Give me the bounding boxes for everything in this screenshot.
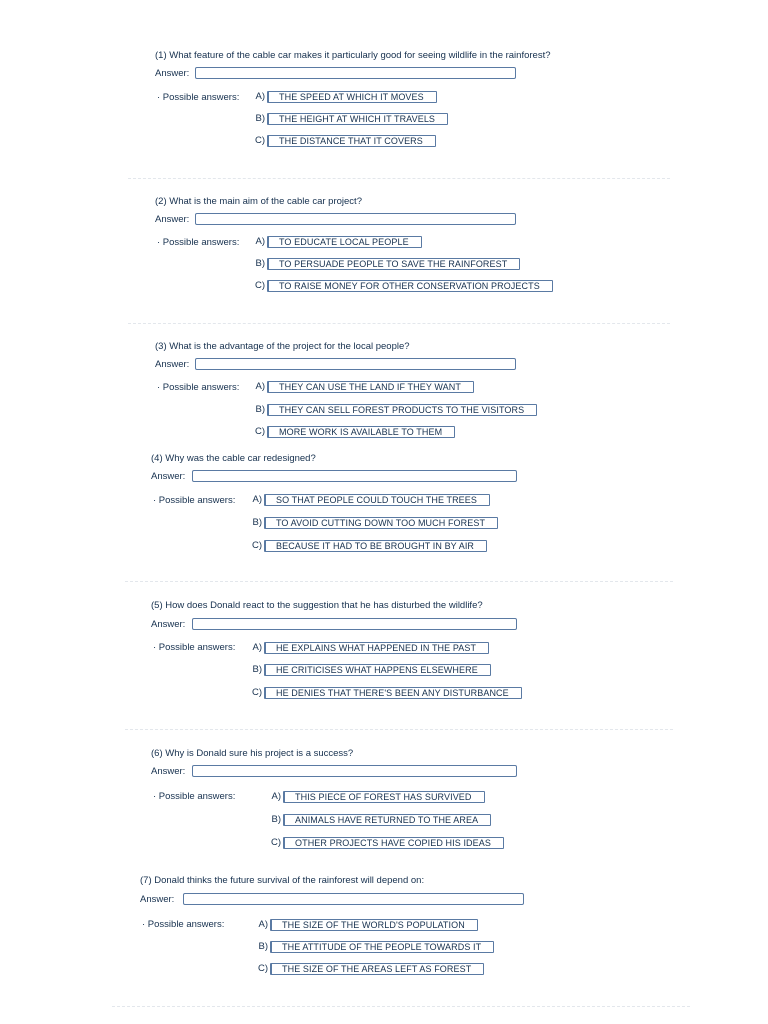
option-b[interactable] xyxy=(251,257,520,270)
option-button[interactable]: THIS PIECE OF FOREST HAS SURVIVED xyxy=(283,791,485,803)
option-button[interactable]: TO PERSUADE PEOPLE TO SAVE THE RAINFOREST xyxy=(267,258,520,270)
option-button[interactable]: HE CRITICISES WHAT HAPPENS ELSEWHERE xyxy=(264,664,491,676)
option-button[interactable]: TO EDUCATE LOCAL PEOPLE xyxy=(267,236,422,248)
option-button[interactable]: THE SIZE OF THE WORLD'S POPULATION xyxy=(270,919,478,931)
possible-answers-label: · Possible answers: xyxy=(153,642,236,653)
divider xyxy=(128,178,670,179)
option-button[interactable]: TO AVOID CUTTING DOWN TOO MUCH FOREST xyxy=(264,517,498,529)
option-button[interactable]: THE SIZE OF THE AREAS LEFT AS FOREST xyxy=(270,963,484,975)
option-letter: C) xyxy=(251,540,262,551)
option-letter: A) xyxy=(258,919,268,930)
option-button[interactable]: THE DISTANCE THAT IT COVERS xyxy=(267,135,436,147)
answer-label: Answer: xyxy=(151,766,186,777)
option-button[interactable]: SO THAT PEOPLE COULD TOUCH THE TREES xyxy=(264,494,490,506)
answer-label: Answer: xyxy=(151,619,186,630)
option-letter: B) xyxy=(252,664,262,675)
option-button[interactable]: THEY CAN SELL FOREST PRODUCTS TO THE VISITORS xyxy=(267,404,537,416)
answer-input[interactable] xyxy=(192,470,517,482)
option-letter: A) xyxy=(271,791,281,802)
question-text: (1) What feature of the cable car makes it particularly good for seeing wildlife in the rainforest? xyxy=(155,50,551,61)
answer-label: Answer: xyxy=(155,359,190,370)
option-button[interactable]: MORE WORK IS AVAILABLE TO THEM xyxy=(267,426,455,438)
option-b[interactable] xyxy=(251,112,448,125)
option-a[interactable] xyxy=(251,235,422,248)
option-b[interactable] xyxy=(248,663,491,676)
option-a[interactable] xyxy=(251,90,437,103)
option-a[interactable] xyxy=(254,918,478,931)
divider xyxy=(125,729,673,730)
answer-input[interactable] xyxy=(192,618,517,630)
option-letter: C) xyxy=(254,426,265,437)
option-a[interactable] xyxy=(251,380,474,393)
option-letter: A) xyxy=(255,381,265,392)
answer-input[interactable] xyxy=(195,358,516,370)
option-letter: B) xyxy=(252,517,262,528)
answer-label: Answer: xyxy=(155,214,190,225)
option-a[interactable] xyxy=(248,641,489,654)
option-button[interactable]: OTHER PROJECTS HAVE COPIED HIS IDEAS xyxy=(283,837,504,849)
option-letter: C) xyxy=(251,687,262,698)
answer-input[interactable] xyxy=(195,67,516,79)
option-b[interactable] xyxy=(251,403,537,416)
option-letter: A) xyxy=(255,91,265,102)
divider xyxy=(128,323,670,324)
option-button[interactable]: HE DENIES THAT THERE'S BEEN ANY DISTURBANCE xyxy=(264,687,522,699)
question-text: (2) What is the main aim of the cable car project? xyxy=(155,196,362,207)
option-letter: A) xyxy=(252,642,262,653)
question-text: (6) Why is Donald sure his project is a success? xyxy=(151,748,354,759)
option-button[interactable]: ANIMALS HAVE RETURNED TO THE AREA xyxy=(283,814,491,826)
option-c[interactable] xyxy=(267,836,504,849)
answer-input[interactable] xyxy=(195,213,516,225)
option-button[interactable]: TO RAISE MONEY FOR OTHER CONSERVATION PROJECTS xyxy=(267,280,553,292)
divider xyxy=(125,581,673,582)
option-c[interactable] xyxy=(251,425,455,438)
option-b[interactable] xyxy=(248,516,498,529)
option-c[interactable] xyxy=(248,686,522,699)
option-letter: B) xyxy=(255,404,265,415)
option-b[interactable] xyxy=(254,940,494,953)
answer-input[interactable] xyxy=(192,765,517,777)
option-letter: C) xyxy=(254,280,265,291)
question-text: (4) Why was the cable car redesigned? xyxy=(151,453,316,464)
possible-answers-label: · Possible answers: xyxy=(142,919,225,930)
option-c[interactable] xyxy=(251,279,553,292)
option-letter: B) xyxy=(255,113,265,124)
possible-answers-label: · Possible answers: xyxy=(153,791,236,802)
option-a[interactable] xyxy=(248,493,490,506)
option-button[interactable]: THE HEIGHT AT WHICH IT TRAVELS xyxy=(267,113,448,125)
option-letter: A) xyxy=(255,236,265,247)
option-letter: A) xyxy=(252,494,262,505)
option-letter: C) xyxy=(270,837,281,848)
possible-answers-label: · Possible answers: xyxy=(157,92,240,103)
answer-label: Answer: xyxy=(151,471,186,482)
option-button[interactable]: THE SPEED AT WHICH IT MOVES xyxy=(267,91,437,103)
possible-answers-label: · Possible answers: xyxy=(153,495,236,506)
option-button[interactable]: THE ATTITUDE OF THE PEOPLE TOWARDS IT xyxy=(270,941,494,953)
option-button[interactable]: HE EXPLAINS WHAT HAPPENED IN THE PAST xyxy=(264,642,489,654)
answer-input[interactable] xyxy=(183,893,524,905)
possible-answers-label: · Possible answers: xyxy=(157,237,240,248)
option-letter: C) xyxy=(257,963,268,974)
option-button[interactable]: BECAUSE IT HAD TO BE BROUGHT IN BY AIR xyxy=(264,540,487,552)
option-c[interactable] xyxy=(251,134,436,147)
option-b[interactable] xyxy=(267,813,491,826)
divider xyxy=(112,1006,690,1007)
question-text: (5) How does Donald react to the suggestion that he has disturbed the wildlife? xyxy=(151,600,483,611)
option-letter: B) xyxy=(258,941,268,952)
option-c[interactable] xyxy=(248,539,487,552)
question-text: (3) What is the advantage of the project for the local people? xyxy=(155,341,410,352)
option-button[interactable]: THEY CAN USE THE LAND IF THEY WANT xyxy=(267,381,474,393)
answer-label: Answer: xyxy=(155,68,190,79)
possible-answers-label: · Possible answers: xyxy=(157,382,240,393)
question-text: (7) Donald thinks the future survival of the rainforest will depend on: xyxy=(140,875,425,886)
option-letter: C) xyxy=(254,135,265,146)
option-a[interactable] xyxy=(267,790,485,803)
answer-label: Answer: xyxy=(140,894,175,905)
option-letter: B) xyxy=(255,258,265,269)
option-c[interactable] xyxy=(254,962,484,975)
option-letter: B) xyxy=(271,814,281,825)
